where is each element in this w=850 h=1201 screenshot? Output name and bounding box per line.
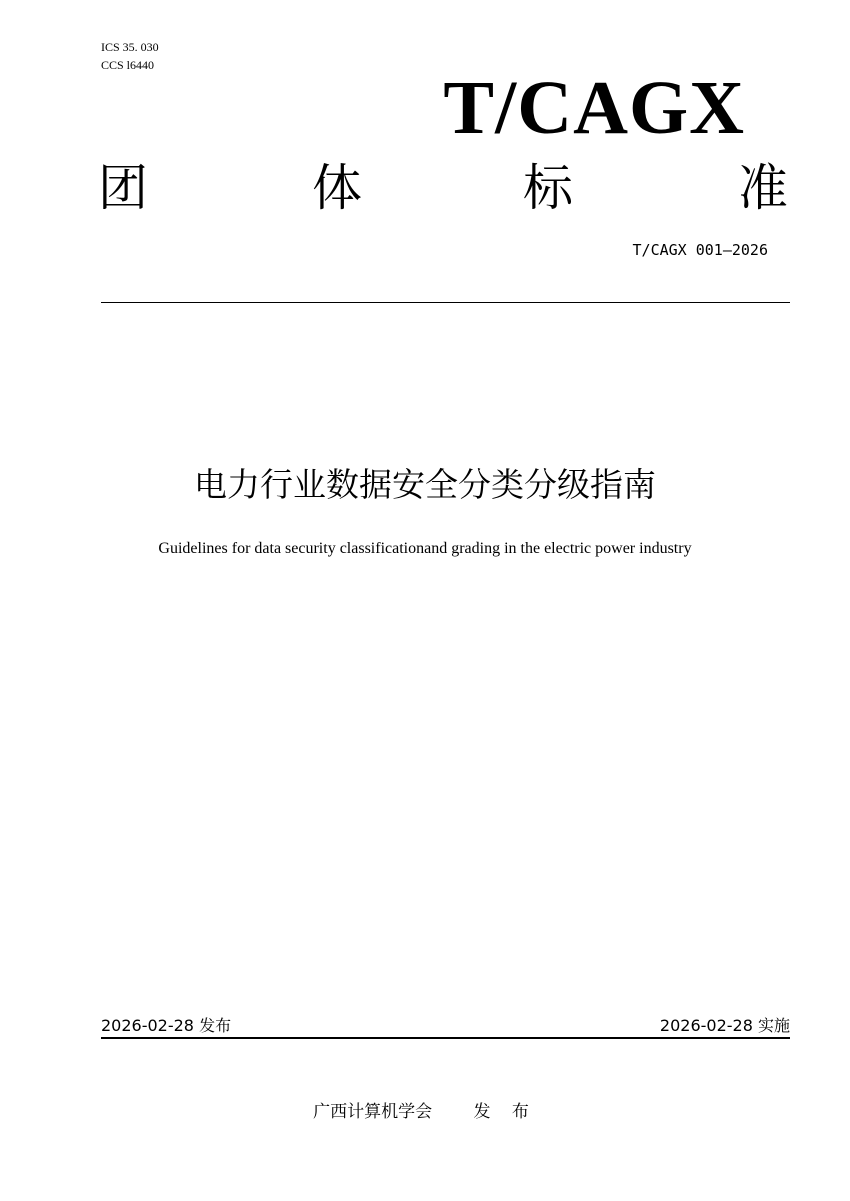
standard-type-char: 标 (523, 159, 573, 217)
standard-type-char: 准 (738, 159, 788, 217)
publisher-name: 广西计算机学会 (313, 1102, 433, 1122)
standard-type-char: 团 (98, 159, 148, 217)
standard-type-char: 体 (312, 159, 362, 217)
document-title-english: Guidelines for data security classificationand grading in the electric power industry (158, 540, 692, 557)
organization-code: T/CAGX (443, 66, 745, 150)
issue-date: 2026-02-28 发布 (101, 1016, 232, 1035)
publish-label: 发 布 (473, 1102, 537, 1122)
ics-code: ICS 35. 030 (101, 40, 159, 54)
implementation-date: 2026-02-28 实施 (659, 1016, 790, 1035)
standard-number: T/CAGX 001—2026 (632, 241, 768, 259)
footer-divider (101, 1037, 790, 1039)
publisher-line (0, 1100, 850, 1124)
ccs-code: CCS l6440 (101, 58, 155, 72)
header-divider (101, 302, 790, 303)
document-title-chinese: 电力行业数据安全分类分级指南 (194, 465, 656, 504)
